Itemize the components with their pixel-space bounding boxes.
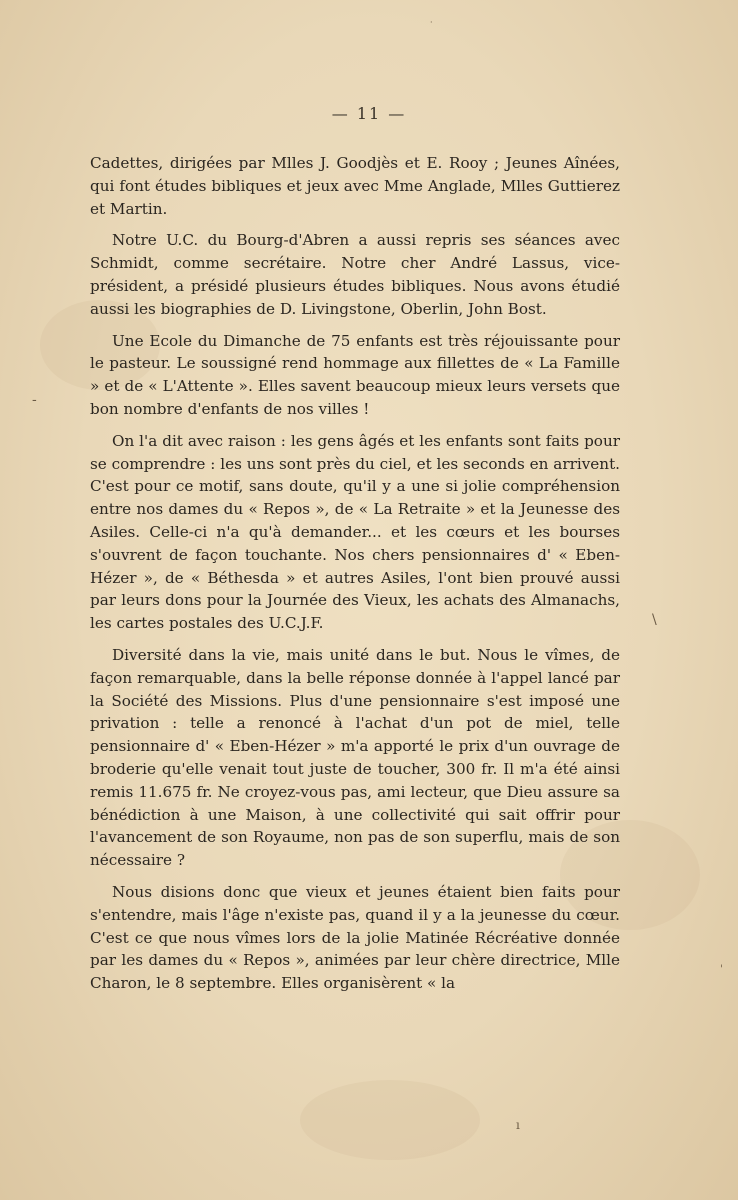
paragraph: Notre U.C. du Bourg-d'Abren a aussi repris ses séances avec Schmidt, comme secrétaire. Notre cher André Lassus, vice-président, a présidé plusieurs études bibliques. Nous avons étudié aussi les biographies de D. Livingstone, Oberlin, John Bost.: [90, 231, 620, 318]
page-number: — 11 —: [331, 104, 407, 123]
margin-mark: ı: [516, 1118, 520, 1132]
margin-mark: ·: [430, 18, 433, 27]
body-text: [90, 152, 620, 1004]
paragraph: Cadettes, dirigées par Mlles J. Goodjès et E. Rooy ; Jeunes Aînées, qui font études bibliques et jeux avec Mme Anglade, Mlles Guttierez et Martin.: [90, 154, 620, 218]
paragraph: On l'a dit avec raison : les gens âgés et les enfants sont faits pour se comprendre : les uns sont près du ciel, et les seconds en arrivent. C'est pour ce motif, sans doute, qu'il y a une si jolie compréhension entre nos dames du « Repos », de « La Retraite » et la Jeunesse des Asiles. Celle-ci n'a qu'à demander... et les cœurs et les bourses s'ouvrent de façon touchante. Nos chers pensionnaires d' « Eben-Hézer », de « Béthesda » et autres Asiles, l'ont bien prouvé aussi par leurs dons pour la Journée des Vieux, les achats des Almanachs, les cartes postales des U.C.J.F.: [90, 431, 620, 633]
paragraph: Diversité dans la vie, mais unité dans le but. Nous le vîmes, de façon remarquable, dans la belle réponse donnée à l'appel lancé par la Société des Missions. Plus d'une pensionnaire s'est imposé une privation : telle a renoncé à l'achat d'un pot de miel, telle pensionnaire d' « Eben-Hézer » m'a apporté le prix d'un ouvrage de broderie qu'elle venait tout juste de toucher, 300 fr. Il m'a été ainsi remis 11.675 fr. Ne croyez-vous pas, ami lecteur, que Dieu assure sa bénédiction à une Maison, à une collectivité qui sait offrir pour l'avancement de son Royaume, non pas de son superflu, mais de son nécessaire ?: [90, 645, 620, 870]
margin-mark: ‐: [32, 392, 37, 408]
paper-stain: [300, 1080, 480, 1160]
paragraph: Une Ecole du Dimanche de 75 enfants est très réjouissante pour le pasteur. Le soussigné rend hommage aux fillettes de « La Famille » et de « L'Attente ». Elles savent beaucoup mieux leurs versets que bon nombre d'enfants de nos villes !: [90, 331, 620, 418]
margin-mark: ': [720, 964, 723, 975]
paragraph: Nous disions donc que vieux et jeunes étaient bien faits pour s'entendre, mais l'âge n'existe pas, quand il y a la jeunesse du cœur. C'est ce que nous vîmes lors de la jolie Matinée Récréative donnée par les dames du « Repos », animées par leur chère directrice, Mlle Charon, le 8 septembre. Elles organisèrent « la: [90, 882, 620, 993]
margin-mark: \: [652, 612, 657, 628]
